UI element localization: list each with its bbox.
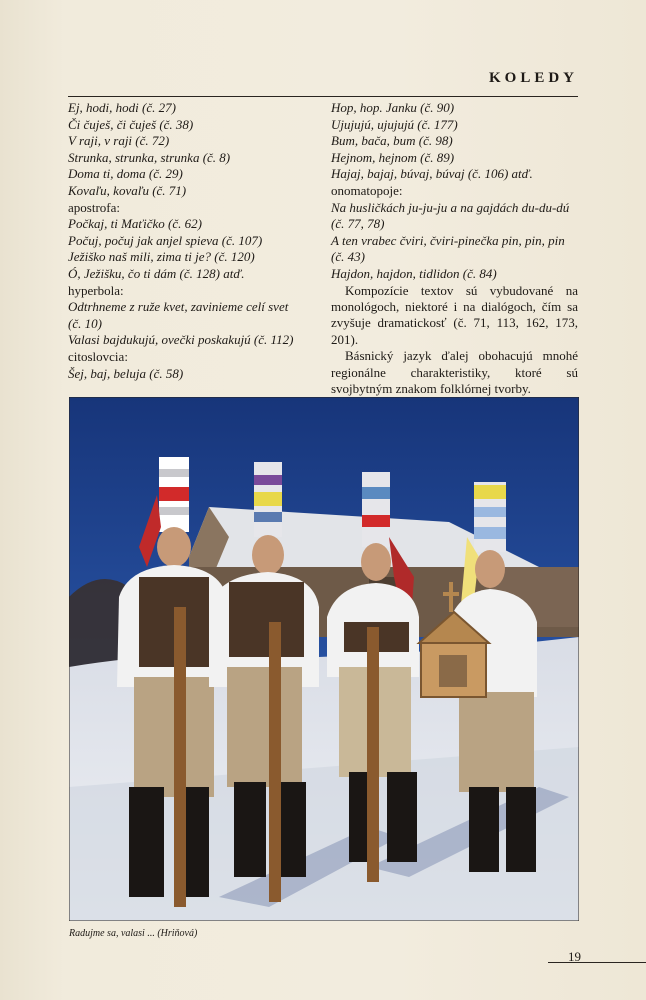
text-line: Strunka, strunka, strunka (č. 8): [68, 149, 231, 165]
text-line: (č. 43): [331, 249, 365, 265]
text-line: Bum, bača, bum (č. 98): [331, 133, 453, 149]
page-number: 19: [568, 949, 581, 964]
text-line: Hejnom, hejnom (č. 89): [331, 149, 455, 165]
text-line: Ježiško naš mili, zima ti je? (č. 120): [68, 249, 255, 265]
text-line: (č. 10): [68, 315, 102, 331]
text-line: Na husličkách ju-ju-ju a na gajdách du-du-dú: [331, 199, 570, 215]
paragraph: Kompozície textov sú vybudované na monológoch, niektoré i na dialógoch, čím sa zvyšuje dramatickosť (č. 71, 113, 162, 173, 201).: [331, 282, 578, 347]
right-column: [331, 100, 578, 397]
text-line: citoslovcia:: [68, 348, 128, 364]
text-line: Ujujujú, ujujujú (č. 177): [331, 116, 458, 132]
text-line: Valasi bajdukujú, ovečki poskakujú (č. 112): [68, 332, 294, 348]
text-line: hyperbola:: [68, 282, 124, 298]
text-line: Počkaj, ti Maťičko (č. 62): [68, 216, 202, 232]
text-line: Hop, hop. Janku (č. 90): [331, 100, 455, 115]
text-line: Hajaj, bajaj, búvaj, búvaj (č. 106) atď.: [331, 166, 533, 182]
text-line: Odtrhneme z ruže kvet, zavinieme celí svet: [68, 299, 289, 315]
text-line: onomatopoje:: [331, 182, 403, 198]
text-line: Kovaľu, kovaľu (č. 71): [68, 182, 187, 198]
text-line: Doma ti, doma (č. 29): [68, 166, 183, 182]
text-line: Hajdon, hajdon, tidlidon (č. 84): [331, 265, 497, 281]
carolers-photo: [69, 397, 579, 921]
section-title: KOLEDY: [488, 70, 578, 86]
text-line: V raji, v raji (č. 72): [68, 133, 170, 149]
text-line: Počuj, počuj jak anjel spieva (č. 107): [68, 232, 263, 248]
paragraph: Básnický jazyk ďalej obohacujú mnohé regionálne charakteristiky, ktoré sú svojbytným znakom folklórnej tvorby.: [331, 348, 578, 396]
text-line: (č. 77, 78): [331, 216, 385, 232]
footer-rule: [548, 962, 646, 963]
text-line: A ten vrabec čviri, čviri-pinečka pin, pin, pin: [331, 232, 565, 248]
page-header: [68, 70, 578, 97]
text-line: Či čuješ, či čuješ (č. 38): [68, 116, 194, 132]
text-line: Ej, hodi, hodi (č. 27): [68, 100, 176, 115]
text-line: Šej, baj, beluja (č. 58): [68, 365, 184, 381]
text-line: apostrofa:: [68, 199, 120, 215]
left-column: [68, 100, 324, 382]
text-line: Ó, Ježišku, čo ti dám (č. 128) atď.: [68, 265, 245, 281]
photo-caption: Radujme sa, valasi ... (Hriňová): [69, 928, 198, 939]
